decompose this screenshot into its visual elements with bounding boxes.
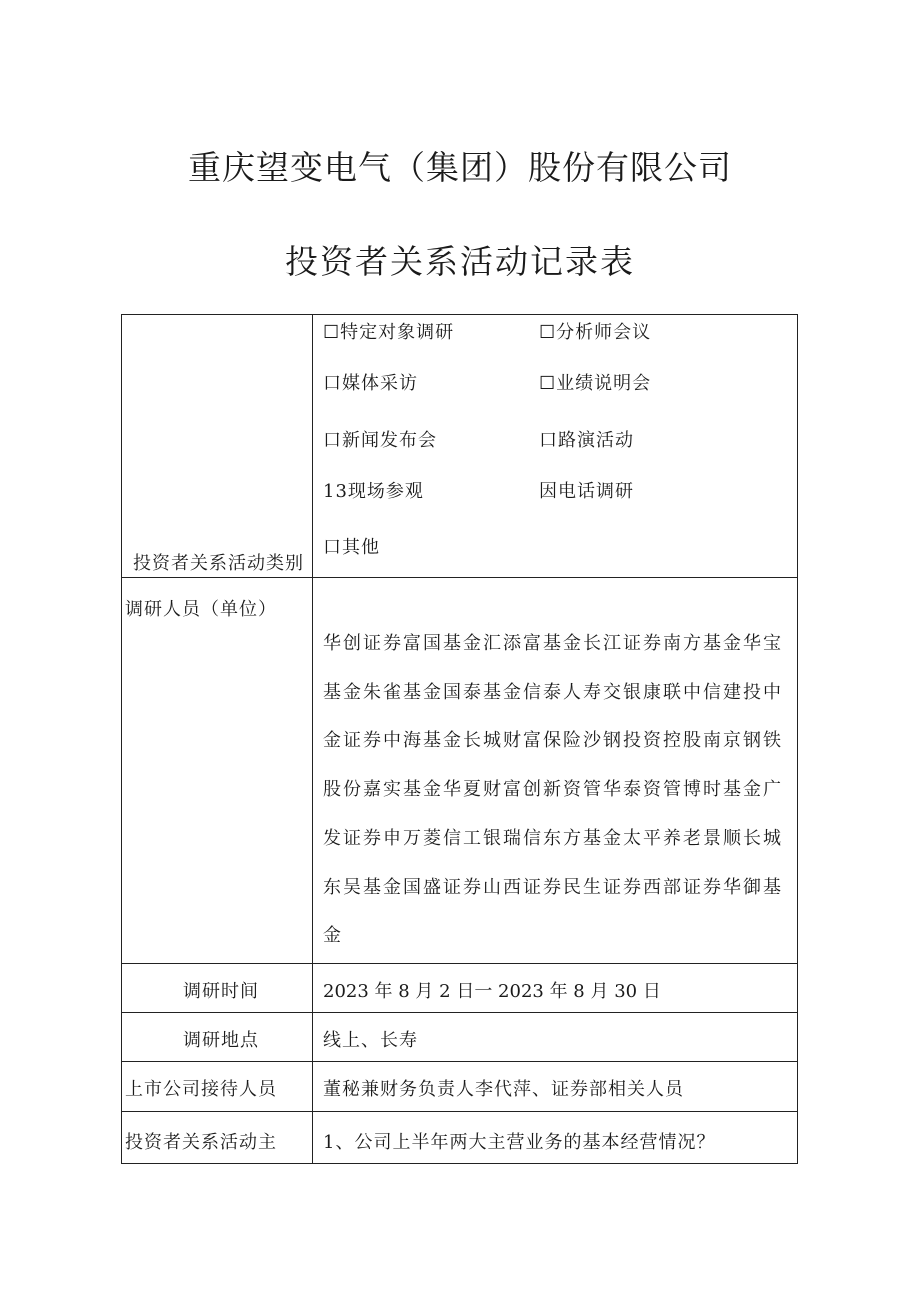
option-label: 特定对象调研	[340, 322, 455, 343]
time-value: 2023 年 8 月 2 日一 2023 年 8 月 30 日	[323, 981, 661, 1002]
option-analyst-meeting	[539, 318, 651, 344]
option-specific-research	[323, 318, 454, 344]
option-press-conference	[323, 426, 437, 452]
reception-label: 上市公司接待人员	[125, 1079, 277, 1100]
record-table	[121, 314, 798, 1164]
option-mark: 13	[323, 481, 348, 502]
option-label: 路演活动	[558, 430, 634, 451]
row-divider	[122, 1012, 797, 1013]
row-divider	[122, 1111, 797, 1112]
time-label: 调研时间	[183, 981, 259, 1002]
column-divider	[312, 315, 313, 1163]
option-label: 现场参观	[347, 481, 424, 502]
option-other	[323, 533, 380, 559]
option-label: 媒体采访	[342, 373, 418, 394]
option-label: 电话调研	[558, 481, 634, 502]
activity-type-label: 投资者关系活动类别	[133, 553, 304, 574]
row-divider	[122, 1061, 797, 1062]
form-title: 投资者关系活动记录表	[285, 242, 635, 281]
option-label: 业绩说明会	[556, 373, 652, 394]
option-site-visit	[323, 477, 424, 503]
participants-list: 华创证券富国基金汇添富基金长江证券南方基金华宝基金朱雀基金国泰基金信泰人寿交银康联中信建投中金证券中海基金长城财富保险沙钢投资控股南京钢铁股份嘉实基金华夏财富创新资管华泰资管博时基金广发证券申万菱信工银瑞信东方基金太平养老景顺长城东吴基金国盛证券山西证券民生证券西部证券华御基金	[323, 633, 783, 947]
option-mark: 因	[539, 481, 558, 502]
location-label: 调研地点	[183, 1030, 259, 1051]
reception-value: 董秘兼财务负责人李代萍、证券部相关人员	[323, 1079, 684, 1100]
option-mark: ☐	[539, 322, 557, 343]
option-roadshow	[539, 426, 634, 452]
option-phone-research	[539, 477, 634, 503]
option-mark: ☐	[539, 373, 557, 394]
content-label: 投资者关系活动主	[125, 1132, 277, 1153]
option-mark: 口	[323, 430, 342, 451]
option-label: 分析师会议	[556, 322, 652, 343]
content-value: 1、公司上半年两大主营业务的基本经营情况？	[323, 1132, 716, 1153]
company-title: 重庆望变电气（集团）股份有限公司	[188, 148, 732, 187]
option-mark: 口	[323, 537, 342, 558]
option-mark: 口	[323, 373, 342, 394]
option-mark: ☐	[323, 322, 341, 343]
row-divider	[122, 963, 797, 964]
row-divider	[122, 577, 797, 578]
option-mark: 口	[539, 430, 558, 451]
option-media-interview	[323, 369, 418, 395]
option-label: 其他	[342, 537, 380, 558]
location-value: 线上、长寿	[323, 1030, 418, 1051]
participants-label: 调研人员（单位）	[125, 599, 277, 620]
option-earnings-call	[539, 369, 651, 395]
option-label: 新闻发布会	[342, 430, 437, 451]
